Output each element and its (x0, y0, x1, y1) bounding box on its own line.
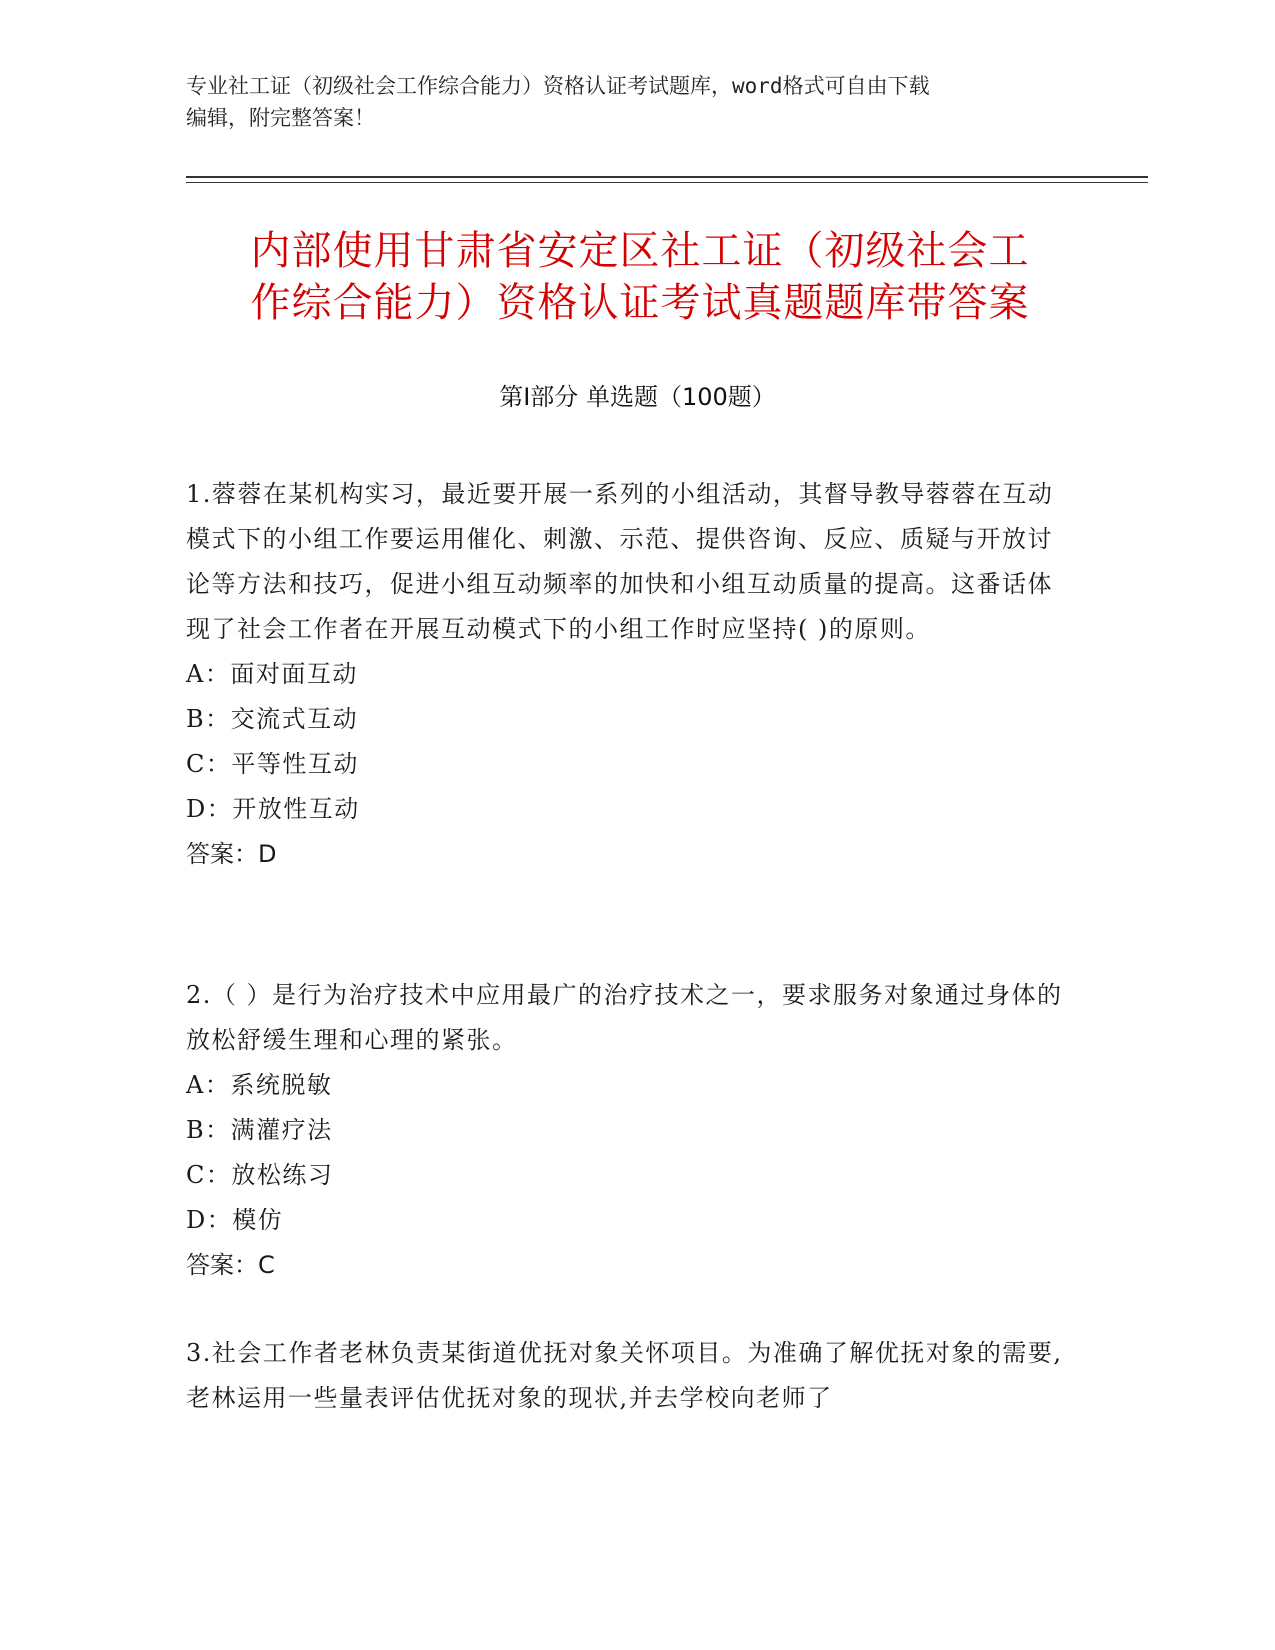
option-d: D：模仿 (186, 1206, 284, 1234)
title-line-2: 作综合能力）资格认证考试真题题库带答案 (250, 280, 1030, 326)
option-b: B：满灌疗法 (186, 1116, 333, 1144)
option-b: B：交流式互动 (186, 705, 359, 733)
question-2 (186, 973, 1066, 1288)
header-line-1: 专业社工证（初级社会工作综合能力）资格认证考试题库，word格式可自由下载 (186, 74, 930, 98)
question-stem: 3.社会工作者老林负责某街道优抚对象关怀项目。为准确了解优抚对象的需要,老林运用一些量表评估优抚对象的现状,并去学校向老师了 (186, 1339, 1063, 1412)
header-divider-thin (186, 182, 1148, 183)
question-1 (186, 472, 1066, 877)
question-stem: 2.（ ）是行为治疗技术中应用最广的治疗技术之一，要求服务对象通过身体的放松舒缓生理和心理的紧张。 (186, 981, 1063, 1054)
document-title (150, 225, 1130, 329)
question-stem: 1.蓉蓉在某机构实习，最近要开展一系列的小组活动，其督导教导蓉蓉在互动模式下的小组工作要运用催化、刺激、示范、提供咨询、反应、质疑与开放讨论等方法和技巧，促进小组互动频率的加快和小组互动质量的提高。这番话体现了社会工作者在开展互动模式下的小组工作时应坚持( )的原则。 (186, 480, 1054, 643)
title-line-1: 内部使用甘肃省安定区社工证（初级社会工 (250, 228, 1030, 274)
answer: 答案：C (186, 1251, 275, 1279)
question-3 (186, 1331, 1066, 1421)
option-a: A：系统脱敏 (186, 1071, 333, 1099)
answer: 答案：D (186, 840, 277, 868)
header-divider-thick (186, 176, 1148, 178)
document-header (186, 70, 1066, 134)
option-c: C：放松练习 (186, 1161, 334, 1189)
option-c: C：平等性互动 (186, 750, 359, 778)
option-a: A：面对面互动 (186, 660, 358, 688)
option-d: D：开放性互动 (186, 795, 360, 823)
header-line-2: 编辑，附完整答案！ (186, 106, 375, 130)
section-heading: 第Ⅰ部分 单选题（100题） (499, 383, 776, 411)
